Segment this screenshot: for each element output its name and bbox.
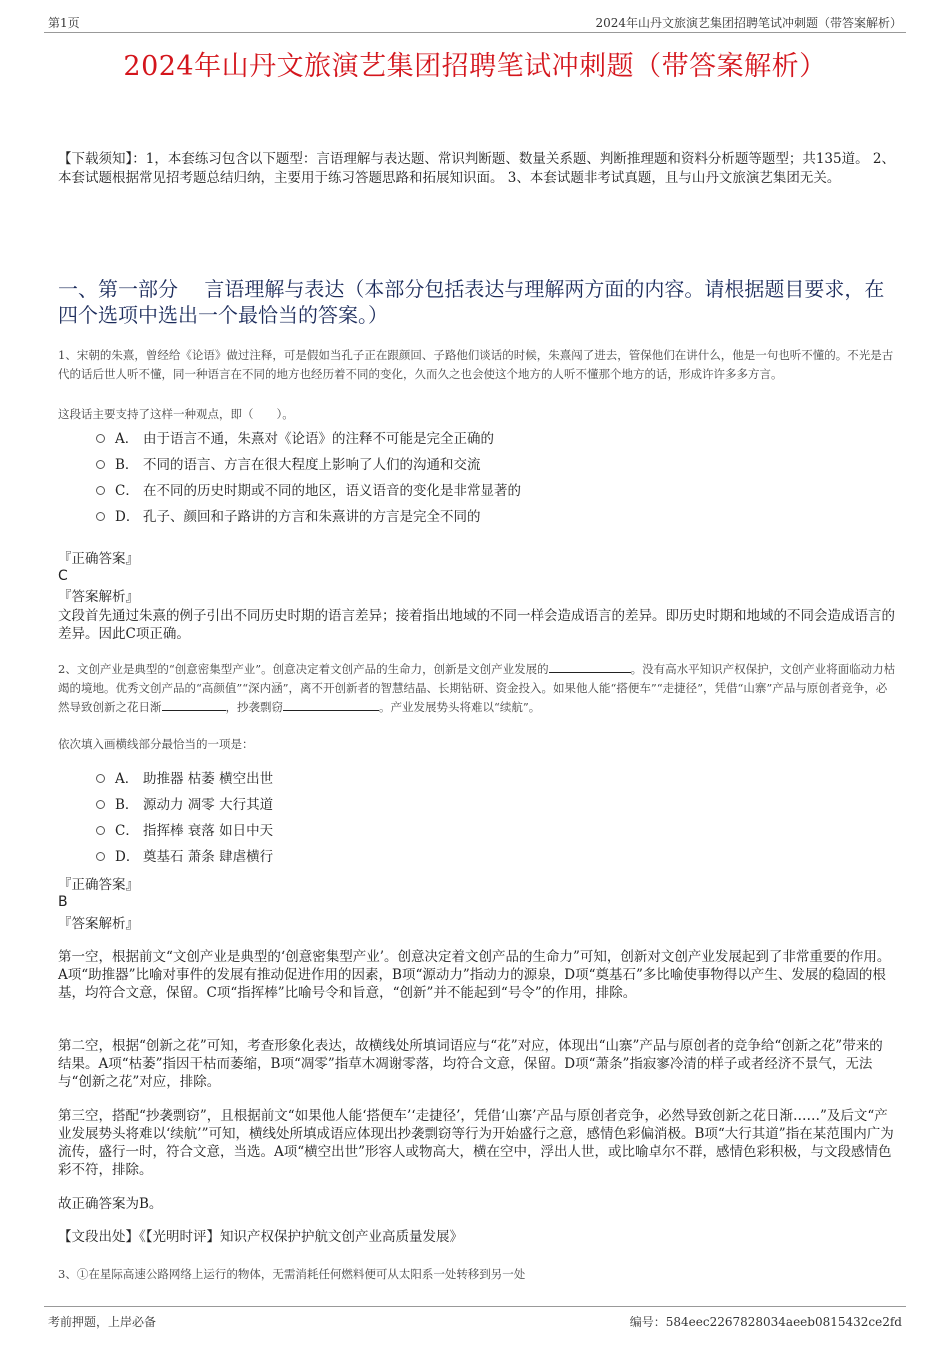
q3-stem: 3、①在星际高速公路网络上运行的物体，无需消耗任何燃料便可从太阳系一处转移到另一处 (58, 1267, 526, 1281)
footer-divider (44, 1306, 906, 1307)
q2-option-a[interactable]: A． 助推器 枯萎 横空出世 (96, 770, 273, 788)
radio-icon (96, 512, 105, 521)
fill-blank-2 (162, 698, 226, 711)
q2-answer-label: 『正确答案』 (58, 877, 139, 893)
q2-answer: B (58, 894, 68, 910)
q2-analysis-p3: 第三空，搭配“抄袭剽窃”，且根据前文“如果他人能‘搭便车’‘走捷径’，凭借‘山寨’产品与原创者竞争，必然导致创新之花日渐……”及后文“产业发展势头将难以‘续航’”可知，横线处所填成语应体现出抄袭剽窃等行为开始盛行之意，感情色彩偏消极。B项“大行其道”指在某范围内广为流传，盛行一时，符合文意，当选。A项“横空出世”形容人或物高大，横在空中，浮出人世，或比喻卓尔不群，感情色彩积极，与文段感情色彩不符，排除。 (58, 1108, 894, 1178)
q2-analysis-label: 『答案解析』 (58, 916, 139, 932)
page-number: 第1页 (48, 16, 80, 30)
radio-icon (96, 800, 105, 809)
q2-analysis-p1: 第一空，根据前文“文创产业是典型的‘创意密集型产业’。创意决定着文创产品的生命力”可知，创新对文创产业发展起到了非常重要的作用。A项“助推器”比喻对事件的发展有推动促进作用的因素，B项“源动力”指动力的源泉，D项“奠基石”多比喻使事物得以产生、发展的稳固的根基，均符合文意，保留。C项“指挥棒”比喻号令和旨意，“创新”并不能起到“号令”的作用，排除。 (58, 949, 891, 1001)
q1-stem: 1、宋朝的朱熹，曾经给《论语》做过注释，可是假如当孔子正在跟颜回、子路他们谈话的时候，朱熹闯了进去，管保他们在讲什么，他是一句也听不懂的。不光是古代的话后世人听不懂，同一种语言在不同的地方也经历着不同的变化，久而久之也会使这个地方的人听不懂那个地方的话，形成许许多多方言。 (58, 348, 894, 381)
q1-analysis: 文段首先通过朱熹的例子引出不同历史时期的语言差异；接着指出地域的不同一样会造成语言的差异。即历史时期和地域的不同会造成语言的差异。因此C项正确。 (58, 608, 895, 642)
q2-analysis-p2: 第二空，根据“创新之花”可知，考查形象化表达，故横线处所填词语应与“花”对应，体现出“山寨”产品与原创者的竞争给“创新之花”带来的结果。A项“枯萎”指因干枯而萎缩，B项“凋零”指草木凋谢零落，均符合文意，保留。D项“萧条”指寂寥冷清的样子或者经济不景气，无法与“创新之花”对应，排除。 (58, 1038, 883, 1090)
q2-prompt: 依次填入画横线部分最恰当的一项是： (58, 737, 254, 751)
radio-icon (96, 774, 105, 783)
q1-option-b[interactable]: B． 不同的语言、方言在很大程度上影响了人们的沟通和交流 (96, 456, 481, 474)
q2-option-d[interactable]: D． 奠基石 萧条 肆虐横行 (96, 848, 273, 866)
q2-option-b[interactable]: B． 源动力 凋零 大行其道 (96, 796, 273, 814)
q2-source: 【文段出处】《【光明时评】知识产权保护护航文创产业高质量发展》 (58, 1229, 463, 1245)
radio-icon (96, 460, 105, 469)
section-heading: 一、第一部分 言语理解与表达（本部分包括表达与理解两方面的内容。请根据题目要求，在四个选项中选出一个最恰当的答案。） (58, 277, 885, 327)
radio-icon (96, 434, 105, 443)
header-doc-title: 2024年山丹文旅演艺集团招聘笔试冲刺题（带答案解析） (595, 16, 902, 30)
page-title: 2024年山丹文旅演艺集团招聘笔试冲刺题（带答案解析） (123, 51, 827, 82)
q1-option-d[interactable]: D． 孔子、颜回和子路讲的方言和朱熹讲的方言是完全不同的 (96, 508, 481, 526)
fill-blank-1 (549, 660, 631, 673)
footer-slogan: 考前押题，上岸必备 (48, 1315, 157, 1329)
radio-icon (96, 852, 105, 861)
q2-option-c[interactable]: C． 指挥棒 衰落 如日中天 (96, 822, 273, 840)
q2-analysis-conclusion: 故正确答案为B。 (58, 1196, 163, 1212)
q1-answer: C (58, 568, 68, 584)
fill-blank-3 (283, 698, 379, 711)
q1-analysis-label: 『答案解析』 (58, 589, 139, 605)
q1-option-c[interactable]: C． 在不同的历史时期或不同的地区，语义语音的变化是非常显著的 (96, 482, 521, 500)
download-notice: 【下载须知】：1，本套练习包含以下题型：言语理解与表达题、常识判断题、数量关系题、判断推理题和资料分析题等题型；共135道。 2、本套试题根据常见招考题总结归纳，主要用于练习答题思路和拓展知识面。 3、本套试题非考试真题，且与山丹文旅演艺集团无关。 (58, 151, 895, 186)
radio-icon (96, 826, 105, 835)
q2-stem: 2、文创产业是典型的“创意密集型产业”。创意决定着文创产品的生命力，创新是文创产业发展的 。没有高水平知识产权保护，文创产业将面临动力枯竭的境地。优秀文创产品的“高颜值”“深内涵”，离不开创新者的智慧结晶、长期钻研、资金投入。如果他人能“搭便车”“走捷径”，凭借“山寨”产品与原创者竞争，必然导致创新之花日渐 ，抄袭剽窃 。产业发展势头将难以“续航”。 (58, 662, 896, 714)
q1-option-a[interactable]: A． 由于语言不通，朱熹对《论语》的注释不可能是完全正确的 (96, 430, 494, 448)
footer-doc-id: 编号：584eec2267828034aeeb0815432ce2fd (629, 1315, 902, 1329)
header-divider (44, 32, 906, 33)
q1-answer-label: 『正确答案』 (58, 551, 139, 567)
q1-prompt: 这段话主要支持了这样一种观点，即（ ）。 (58, 407, 294, 421)
radio-icon (96, 486, 105, 495)
